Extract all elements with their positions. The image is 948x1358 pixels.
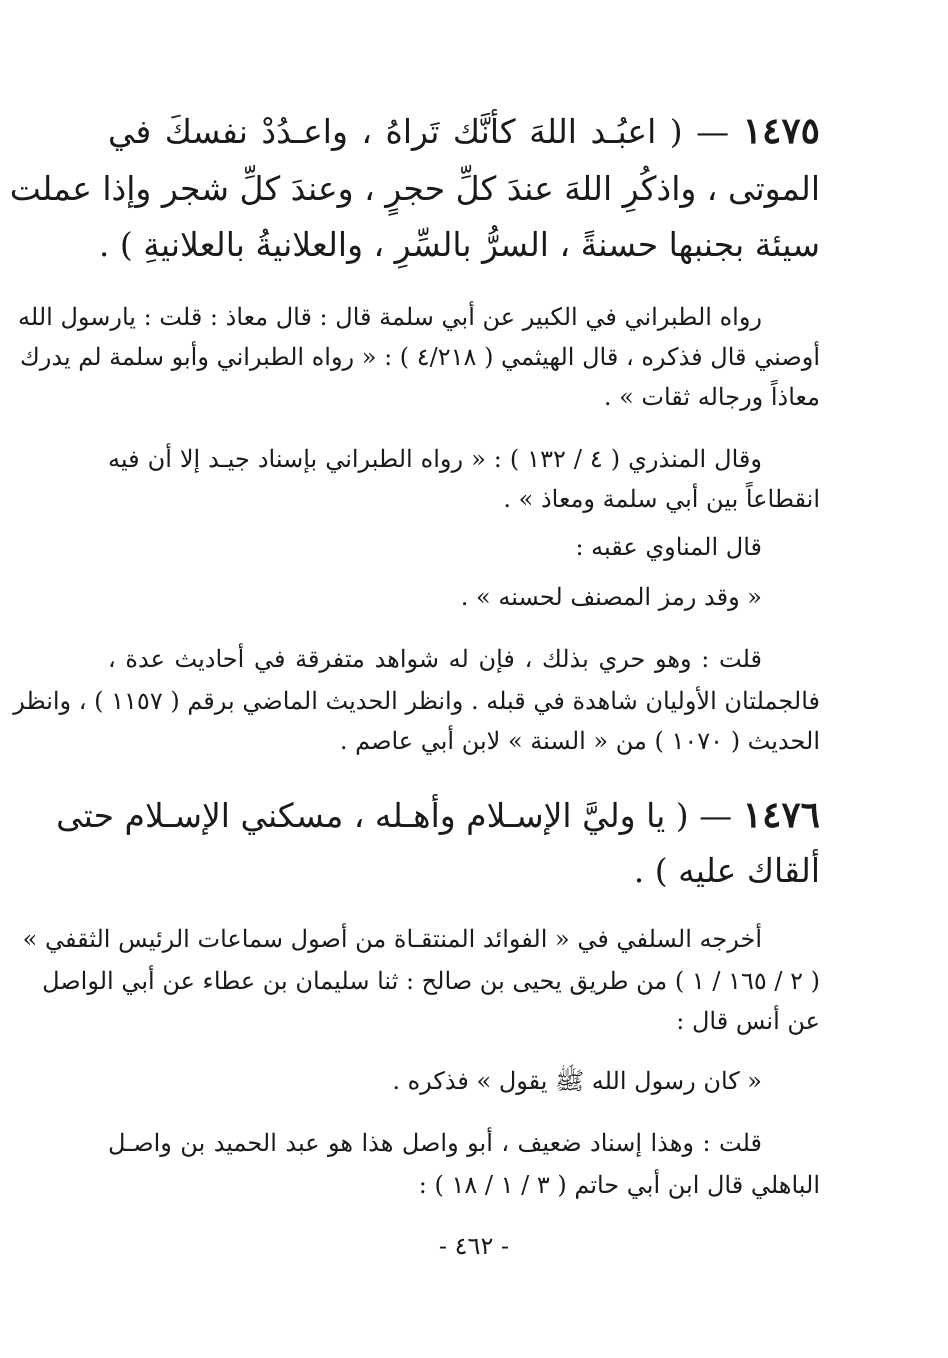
hadith-1475-line-1 [108, 102, 820, 161]
commentary-line: أخرجه السلفي في « الفوائد المنتقـاة من أصول سماعات الرئيس الثقفي » [22, 925, 762, 953]
commentary-line: قال المناوي عقبه : [575, 533, 762, 561]
page-number: - ٤٦٢ - [438, 1232, 510, 1260]
hadith-text: — ( اعبُـد اللهَ كأنَّك تَراهُ ، واعـدُدْ نفسكَ في [108, 112, 730, 151]
commentary-line: رواه الطبراني في الكبير عن أبي سلمة قال : قال معاذ : قلت : يارسول الله [18, 303, 762, 331]
commentary-line: قلت : وهذا إسناد ضعيف ، أبو واصل هذا هو عبد الحميد بن واصـل [108, 1129, 762, 1157]
commentary-line: وقال المنذري ( ٤ / ١٣٢ ) : « رواه الطبراني بإسناد جيـد إلا أن فيه [108, 445, 762, 473]
hadith-number: ١٤٧٥ [742, 110, 820, 152]
commentary-line: الباهلي قال ابن أبي حاتم ( ٣ / ١ / ١٨ ) : [418, 1171, 820, 1199]
commentary-line: انقطاعاً بين أبي سلمة ومعاذ » . [503, 485, 820, 513]
hadith-1476-line-1 [56, 786, 820, 845]
hadith-1476-line-2: ألقاك عليه ) . [633, 851, 820, 890]
commentary-line: الحديث ( ١٠٧٠ ) من « السنة » لابن أبي عاصم . [339, 727, 820, 755]
hadith-1475-line-2: الموتى ، واذكُرِ اللهَ عندَ كلِّ حجرٍ ، وعندَ كلِّ شجر وإذا عملت [9, 169, 820, 208]
commentary-line: « كان رسول الله ﷺ يقول » فذكره . [392, 1067, 762, 1095]
hadith-number: ١٤٧٦ [742, 794, 820, 836]
commentary-line: « وقد رمز المصنف لحسنه » . [460, 583, 762, 611]
hadith-text: — ( يا وليَّ الإسـلام وأهـله ، مسكني الإسـلام حتى [56, 796, 733, 835]
commentary-line: أوصني قال فذكره ، قال الهيثمي ( ٤/٢١٨ ) : « رواه الطبراني وأبو سلمة لم يدرك [19, 343, 820, 371]
commentary-line: قلت : وهو حري بذلك ، فإن له شواهد متفرقة في أحاديث عدة ، [108, 645, 762, 673]
commentary-line: فالجملتان الأوليان شاهدة في قبله . وانظر الحديث الماضي برقم ( ١١٥٧ ) ، وانظر [13, 687, 820, 715]
commentary-line: ( ٢ / ١٦٥ / ١ ) من طريق يحيى بن صالح : ثنا سليمان بن عطاء عن أبي الواصل [42, 967, 820, 995]
commentary-line: معاذاً ورجاله ثقات » . [603, 383, 820, 411]
hadith-1475-line-3: سيئة بجنبها حسنةً ، السرُّ بالسِّرِ ، والعلانيةُ بالعلانيةِ ) . [98, 225, 820, 264]
commentary-line: عن أنس قال : [676, 1007, 820, 1035]
